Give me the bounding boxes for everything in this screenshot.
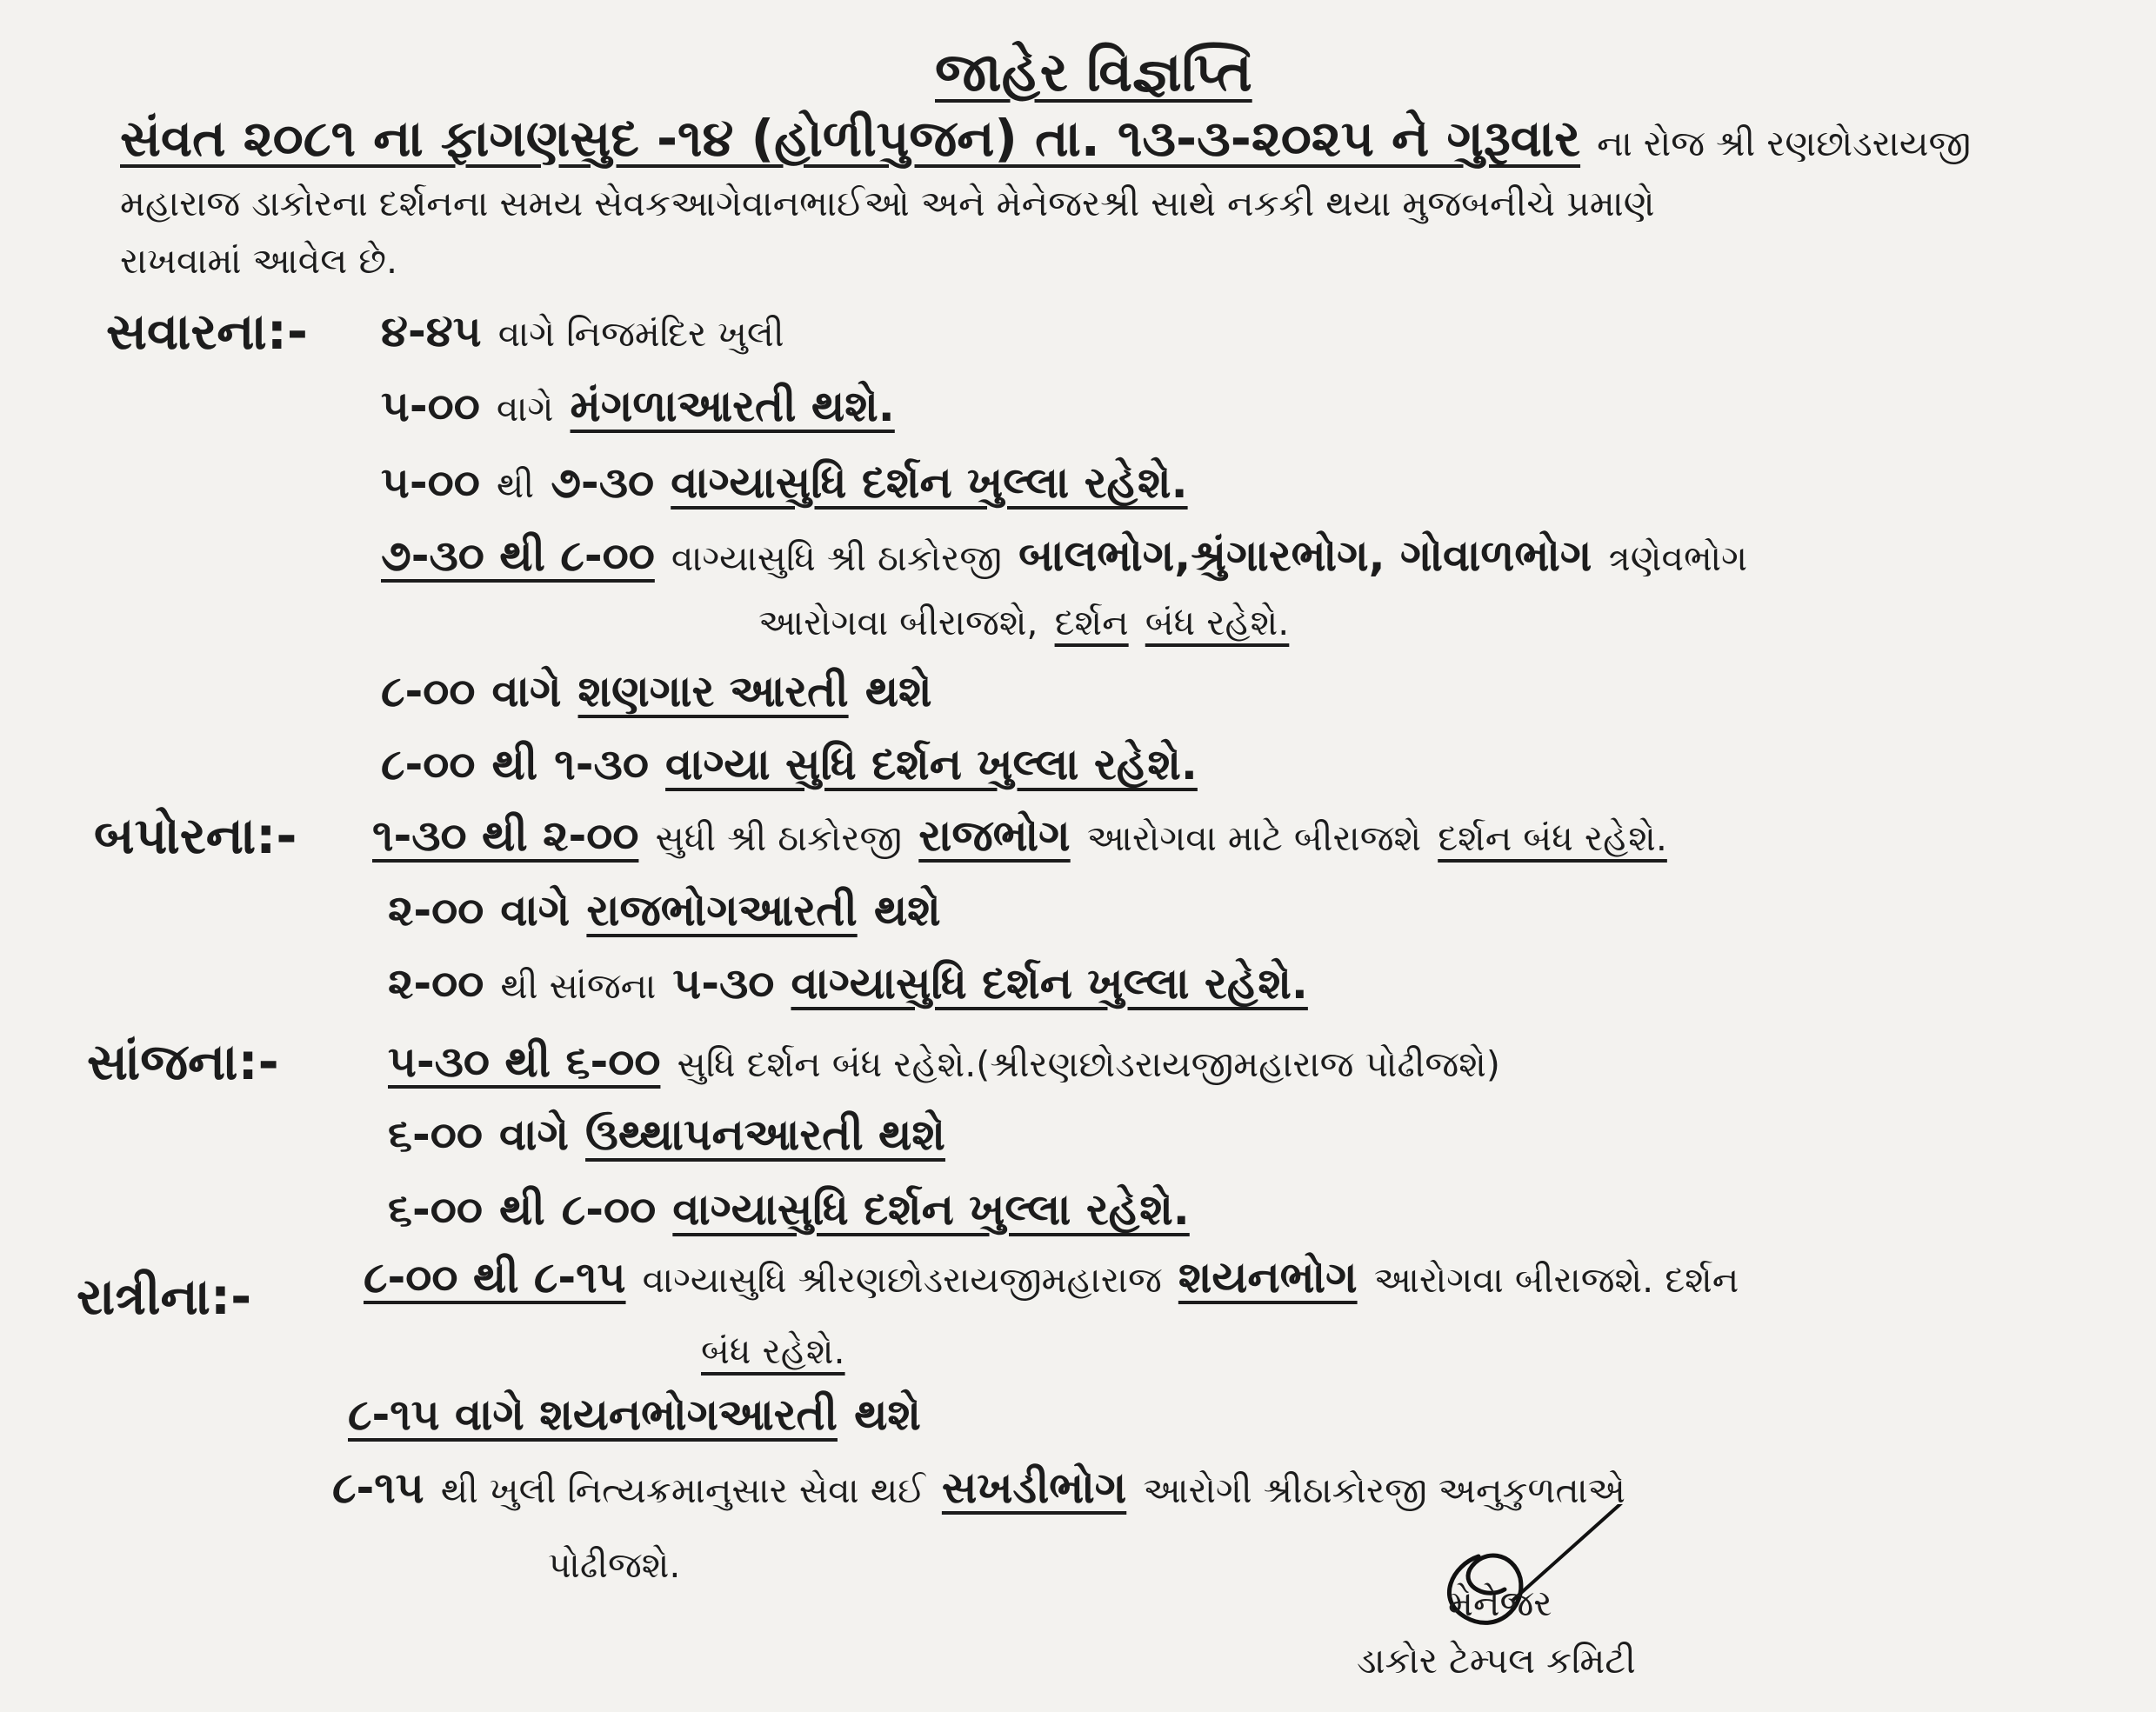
time: ૮-૦૦	[381, 666, 476, 716]
morning-row-4	[381, 530, 1748, 581]
text: વાગે	[491, 666, 562, 716]
morning-row-4-continued	[758, 602, 1290, 643]
intro-line-1	[120, 109, 1972, 168]
highlight: દર્શન બંધ રહેશે.	[1438, 817, 1667, 859]
night-row-2	[348, 1389, 921, 1440]
intro-line-1-tail: ના રોજ શ્રી રણછોડરાયજી	[1597, 123, 1972, 164]
night-row-3-continued: પોઢીજશે.	[548, 1544, 681, 1586]
evening-row-3	[388, 1184, 1190, 1235]
time-range: ૧-૩૦ થી ૨-૦૦	[372, 810, 639, 861]
afternoon-row-1	[372, 810, 1667, 861]
highlight: મંગળાઆરતી થશે.	[570, 381, 895, 431]
text: થી	[496, 464, 535, 506]
morning-row-3	[381, 457, 1188, 508]
highlight: દર્શન	[1054, 602, 1129, 643]
highlight: વાગ્યાસુધિ દર્શન ખુલ્લા રહેશે.	[672, 1184, 1190, 1235]
text: થશે	[873, 885, 941, 936]
highlight: સખડીભોગ	[941, 1462, 1127, 1513]
time: ૮-૧૫	[332, 1462, 424, 1513]
highlight: વાગ્યાસુધિ દર્શન ખુલ્લા રહેશે.	[791, 958, 1308, 1009]
time: ૧-૩૦	[554, 739, 649, 789]
evening-row-1	[388, 1036, 1500, 1087]
highlight: વાગ્યાસુધિ દર્શન ખુલ્લા રહેશે.	[671, 457, 1188, 508]
text: થશે	[854, 1389, 921, 1440]
time-range: ૭-૩૦ થી ૮-૦૦	[381, 530, 655, 581]
text: આરોગવા માટે બીરાજશે	[1086, 817, 1422, 859]
text: સુધી શ્રી ઠાકોરજી	[655, 817, 903, 859]
text: થી ખુલી નિત્યક્રમાનુસાર સેવા થઈ	[440, 1469, 925, 1511]
morning-row-5	[381, 666, 932, 716]
intro-line-2: મહારાજ ડાકોરના દર્શનના સમય સેવકઆગેવાનભાઈઓ અને મેનેજરશ્રી સાથે નકકી થયા મુજબનીચે પ્રમાણે	[120, 183, 1655, 224]
text: થી	[499, 1184, 545, 1235]
night-row-1-continued: બંધ રહેશે.	[701, 1330, 845, 1372]
time: ૨-૦૦	[388, 885, 484, 936]
text: થશે	[864, 666, 932, 716]
notice-title: જાહેર વિજ્ઞપ્તિ	[935, 40, 1252, 103]
time: ૭-૩૦	[551, 457, 655, 508]
time: ૫-૦૦	[381, 381, 480, 431]
intro-line-3: રાખવામાં આવેલ છે.	[120, 240, 398, 282]
text: થી	[491, 739, 538, 789]
highlight: બાલભોગ,શ્રુંગારભોગ, ગોવાળભોગ	[1018, 530, 1592, 581]
highlight: ઉથ્થાપનઆરતી થશે	[585, 1109, 945, 1160]
afternoon-row-3	[388, 958, 1308, 1009]
text: વાગે	[496, 388, 554, 430]
text: ત્રણેવભોગ	[1608, 537, 1748, 579]
text: થી સાંજના	[500, 965, 657, 1007]
night-row-3	[332, 1462, 1625, 1513]
highlight: શણગાર આરતી	[577, 666, 849, 716]
time-range: ૫-૩૦ થી ૬-૦૦	[388, 1036, 661, 1087]
text: વાગ્યાસુધિ શ્રી ઠાકોરજી	[671, 537, 1002, 579]
time: ૪-૪૫	[381, 306, 482, 356]
section-label-evening: સાંજના:-	[87, 1032, 279, 1091]
morning-row-6	[381, 739, 1198, 789]
time: ૮-૦૦	[381, 739, 476, 789]
time-range: ૮-૦૦ થી ૮-૧૫	[364, 1252, 626, 1302]
afternoon-row-2	[388, 885, 941, 936]
highlight: રાજભોગ	[918, 810, 1071, 861]
time: ૫-૦૦	[381, 457, 480, 508]
text: વાગે	[499, 1109, 569, 1160]
time: ૫-૩૦	[672, 958, 775, 1009]
text: આરોગવા બીરાજશે,	[758, 602, 1038, 643]
highlight: શયનભોગ	[1178, 1252, 1358, 1302]
section-label-night: રાત્રીના:-	[77, 1267, 252, 1326]
time: ૬-૦૦	[388, 1184, 483, 1235]
text: આરોગી શ્રીઠાકોરજી અનુકુળતાએ	[1143, 1469, 1625, 1511]
time: ૬-૦૦	[388, 1109, 483, 1160]
text: સુધિ દર્શન બંધ રહેશે.(શ્રીરણછોડરાયજીમહારાજ પોઢીજશે)	[677, 1043, 1500, 1085]
text: વાગ્યાસુધિ શ્રીરણછોડરાયજીમહારાજ	[642, 1259, 1162, 1301]
highlight: રાજભોગઆરતી	[586, 885, 858, 936]
evening-row-2	[388, 1109, 945, 1160]
section-label-afternoon: બપોરના:-	[94, 806, 297, 865]
text: આરોગવા બીરાજશે. દર્શન	[1373, 1259, 1739, 1301]
section-label-morning: સવારના:-	[106, 302, 308, 361]
highlight: ૮-૧૫ વાગે શયનભોગઆરતી	[348, 1389, 838, 1440]
morning-row-1	[381, 306, 784, 356]
time: ૮-૦૦	[561, 1184, 657, 1235]
highlight: બંધ રહેશે.	[1145, 602, 1290, 643]
text: વાગે	[500, 885, 571, 936]
time: ૨-૦૦	[388, 958, 484, 1009]
text: વાગે નિજમંદિર ખુલી	[497, 313, 784, 355]
morning-row-2	[381, 381, 895, 431]
highlight: વાગ્યા સુધિ દર્શન ખુલ્લા રહેશે.	[665, 739, 1198, 789]
intro-date-highlight: સંવત ૨૦૮૧ ના ફાગણસુદ -૧૪ (હોળીપુજન) તા. ૧૩-૩-૨૦૨૫ ને ગુરૂવાર	[120, 109, 1581, 168]
signature-title: મેનેજર	[1448, 1582, 1552, 1624]
night-row-1	[364, 1252, 1739, 1302]
signature-org: ડાકોર ટેમ્પલ કમિટી	[1357, 1640, 1636, 1682]
